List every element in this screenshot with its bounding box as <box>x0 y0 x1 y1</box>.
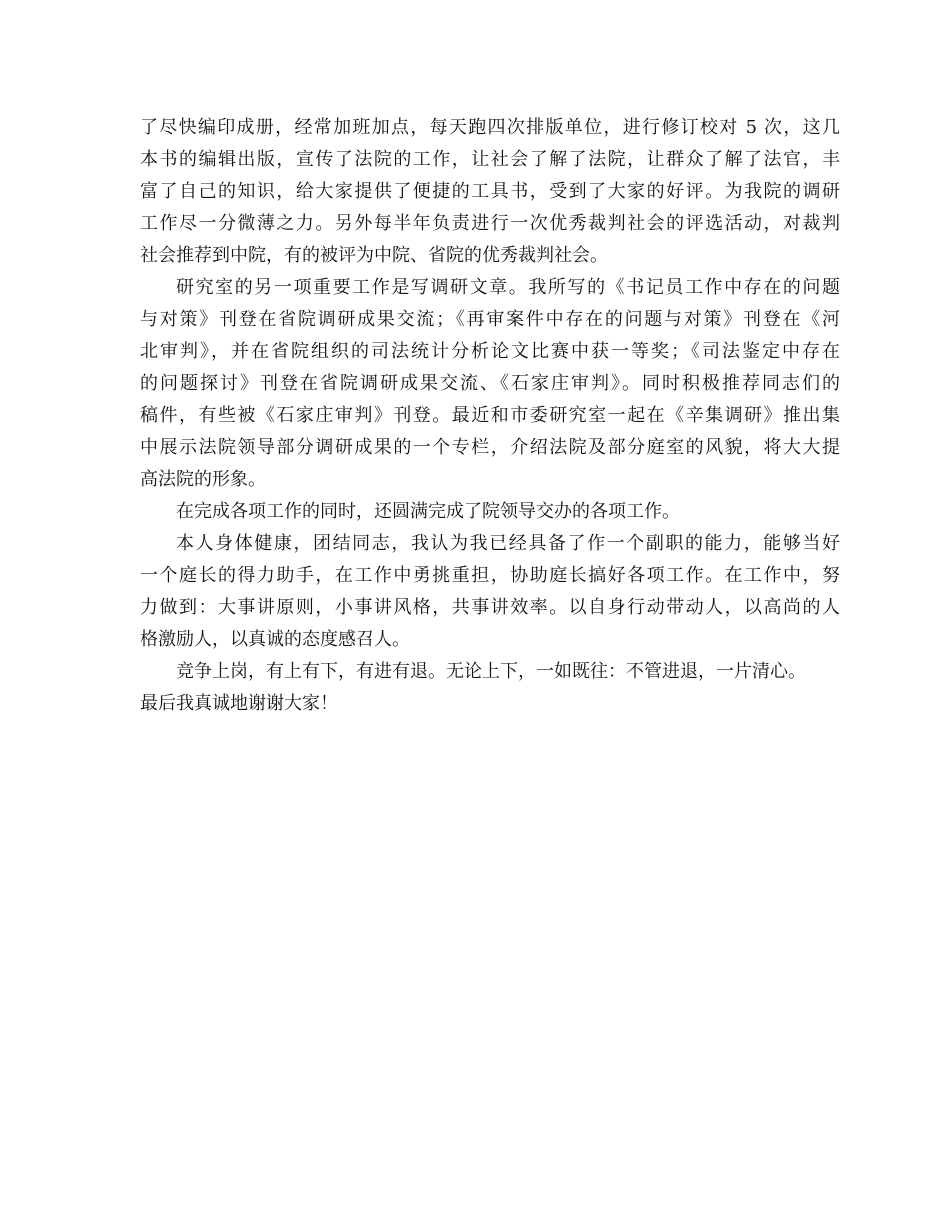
text-line: 社会推荐到中院，有的被评为中院、省院的优秀裁判社会。 <box>140 245 608 266</box>
text-line: 竞争上岗，有上有下，有进有退。无论上下，一如既往：不管进退，一片清心。 <box>176 661 806 682</box>
text-line: 在完成各项工作的同时，还圆满完成了院领导交办的各项工作。 <box>176 501 680 522</box>
text-line: 高法院的形象。 <box>140 469 266 490</box>
paragraph <box>140 528 840 656</box>
text-line: 格激励人，以真诚的态度感召人。 <box>140 629 410 650</box>
text-line: 的问题探讨》刊登在省院调研成果交流、《石家庄审判》。同时积极推荐同志们的 <box>140 373 840 394</box>
paragraph <box>140 656 840 720</box>
text-line: 最后我真诚地谢谢大家！ <box>140 693 338 714</box>
text-line: 稿件，有些被《石家庄审判》刊登。最近和市委研究室一起在《辛集调研》推出集 <box>140 405 840 426</box>
document-body <box>140 112 840 720</box>
text-line: 本人身体健康，团结同志，我认为我已经具备了作一个副职的能力，能够当好 <box>176 533 840 554</box>
text-line: 本书的编辑出版，宣传了法院的工作，让社会了解了法院，让群众了解了法官，丰 <box>140 149 840 170</box>
paragraph <box>140 112 840 272</box>
text-line: 力做到：大事讲原则，小事讲风格，共事讲效率。以自身行动带动人，以高尚的人 <box>140 597 840 618</box>
text-line: 北审判》，并在省院组织的司法统计分析论文比赛中获一等奖；《司法鉴定中存在 <box>140 341 840 362</box>
text-line: 一个庭长的得力助手，在工作中勇挑重担，协助庭长搞好各项工作。在工作中，努 <box>140 565 840 586</box>
text-line: 与对策》刊登在省院调研成果交流；《再审案件中存在的问题与对策》刊登在《河 <box>140 309 840 330</box>
text-line: 研究室的另一项重要工作是写调研文章。我所写的《书记员工作中存在的问题 <box>176 277 840 298</box>
text-line: 了尽快编印成册，经常加班加点，每天跑四次排版单位，进行修订校对 5 次，这几 <box>140 117 840 138</box>
text-line: 富了自己的知识，给大家提供了便捷的工具书，受到了大家的好评。为我院的调研 <box>140 181 840 202</box>
text-line: 中展示法院领导部分调研成果的一个专栏，介绍法院及部分庭室的风貌，将大大提 <box>140 437 840 458</box>
text-line: 工作尽一分微薄之力。另外每半年负责进行一次优秀裁判社会的评选活动，对裁判 <box>140 213 840 234</box>
paragraph <box>140 272 840 496</box>
paragraph <box>140 496 840 528</box>
